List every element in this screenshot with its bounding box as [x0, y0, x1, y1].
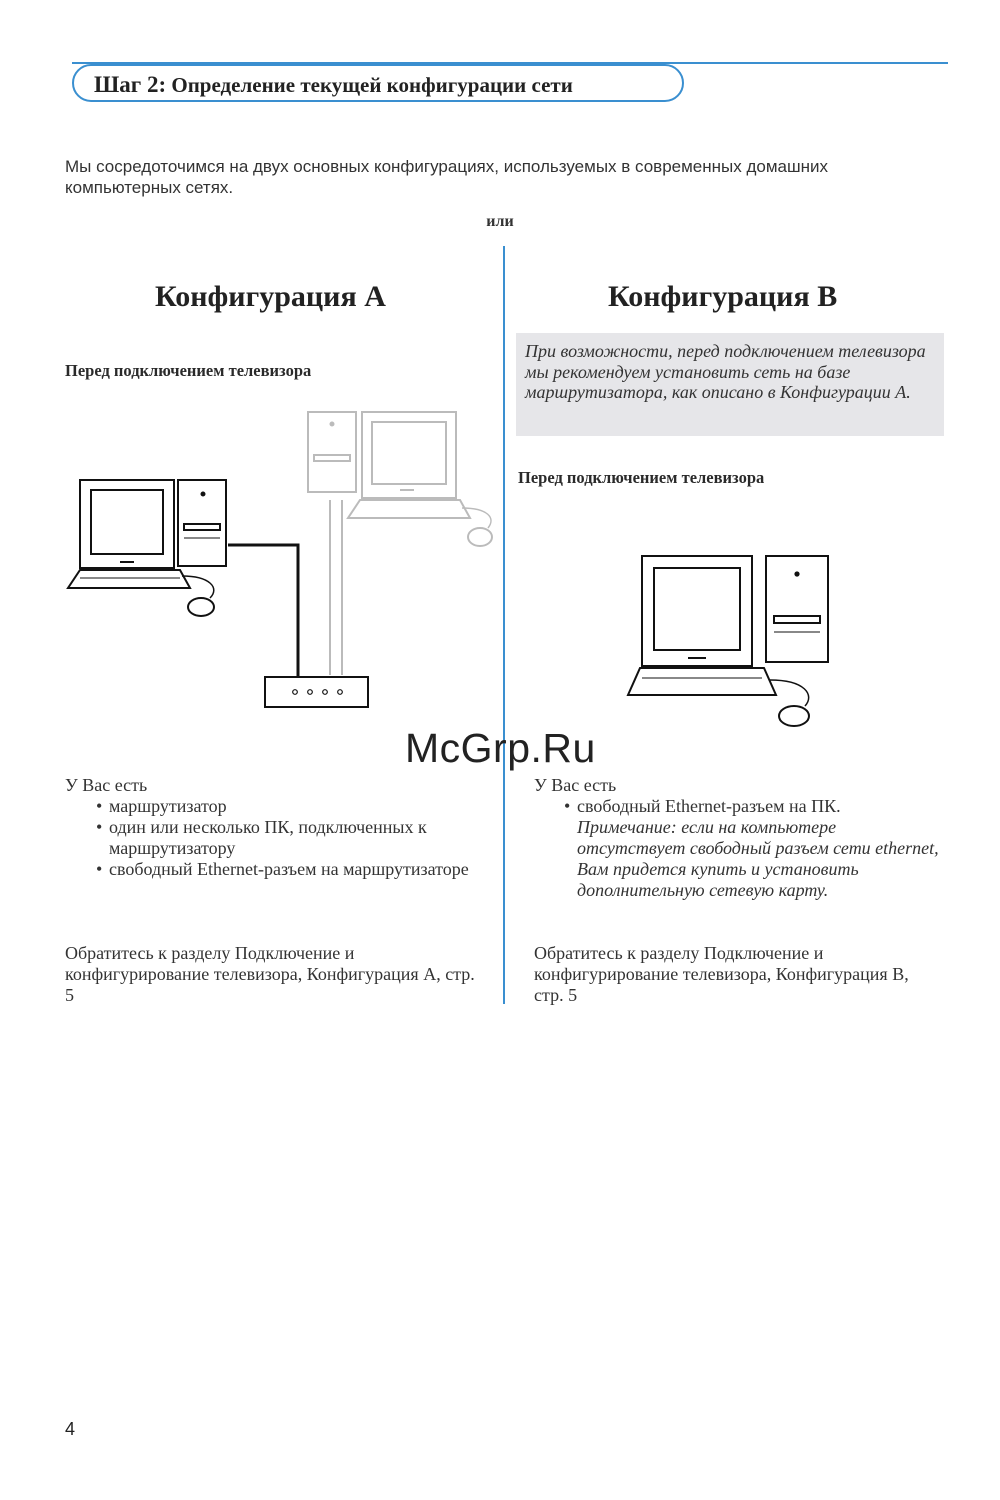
config-a-reference: Обратитесь к разделу Подключение и конфигурирование телевизора, Конфигурация A, стр. 5: [65, 943, 475, 1005]
config-a-item: [96, 796, 489, 817]
step-heading: [94, 72, 573, 98]
step-heading-text: Определение текущей конфигурации сети: [171, 73, 573, 97]
config-a-title: Конфигурация A: [155, 280, 386, 313]
config-b-item: [564, 796, 957, 817]
config-b-item-text: свободный Ethernet-разъем на ПК.: [577, 796, 841, 816]
config-a-network-diagram: [60, 400, 500, 720]
network-cable: [228, 500, 342, 680]
watermark: McGrp.Ru: [405, 725, 596, 771]
config-b-title: Конфигурация B: [608, 280, 838, 313]
page-number: 4: [65, 1419, 76, 1439]
config-a-item: [96, 859, 489, 880]
config-b-reference: Обратитесь к разделу Подключение и конфигурирование телевизора, Конфигурация B, стр. 5: [534, 943, 909, 1005]
column-divider: [503, 246, 505, 1004]
computer-icon: [628, 556, 828, 726]
router-icon: [265, 677, 368, 707]
config-a-item-text: свободный Ethernet-разъем на маршрутизаторе: [109, 859, 469, 879]
computer-icon: [68, 480, 226, 616]
bullet-marker: •: [564, 796, 571, 816]
bullet-marker: •: [96, 817, 103, 837]
bullet-marker: •: [96, 796, 103, 816]
config-a-have-label: У Вас есть: [65, 775, 148, 795]
config-a-item: [96, 817, 489, 859]
or-separator-label: или: [486, 213, 514, 230]
config-b-note: Примечание: если на компьютере отсутствует свободный разъем сети ethernet, Вам придется купить и установить дополнительную сетевую карту.: [577, 817, 939, 900]
bullet-marker: •: [96, 859, 103, 879]
config-b-before-label: Перед подключением телевизора: [518, 468, 765, 487]
step-number: Шаг 2:: [94, 72, 167, 97]
config-a-item-text: маршрутизатор: [109, 796, 227, 816]
config-a-item-text: один или несколько ПК, подключенных к маршрутизатору: [109, 817, 427, 858]
config-a-before-label: Перед подключением телевизора: [65, 361, 312, 380]
config-b-recommendation-note: При возможности, перед подключением телевизора мы рекомендуем установить сеть на базе маршрутизатора, как описано в Конфигурации A.: [516, 333, 944, 436]
config-b-computer-diagram: [620, 550, 840, 730]
faded-computer-icon: [308, 412, 492, 546]
intro-paragraph: Мы сосредоточимся на двух основных конфигурациях, используемых в современных домашних компьютерных сетях.: [65, 157, 829, 197]
config-b-have-label: У Вас есть: [534, 775, 617, 795]
